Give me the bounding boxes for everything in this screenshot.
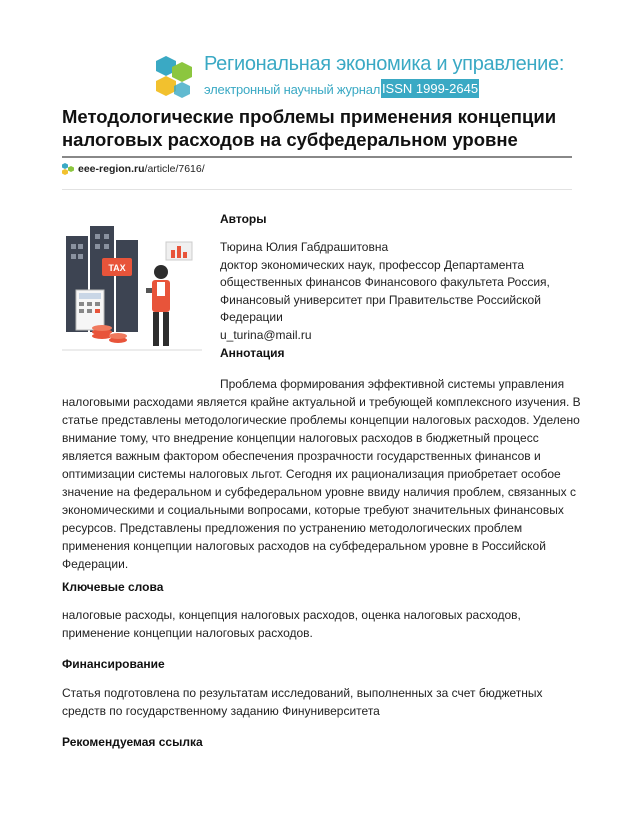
funding-heading: Финансирование xyxy=(62,657,165,671)
keywords-heading: Ключевые слова xyxy=(62,580,164,594)
title-divider xyxy=(62,156,572,158)
authors-heading: Авторы xyxy=(220,212,267,226)
tax-label: TAX xyxy=(108,263,126,273)
url-divider xyxy=(62,189,572,190)
journal-logo-icon xyxy=(152,54,196,98)
funding-text: Статья подготовлена по результатам исследований, выполненных за счет бюджетных средств по государственному заданию Финуниверситета xyxy=(62,686,543,718)
tax-illustration xyxy=(62,222,202,362)
author-position: доктор экономических наук, профессор Департамента общественных финансов Финансового факультета Россия, Финансовый университет при Правительстве Российской Федерации xyxy=(220,257,550,325)
author-email[interactable]: u_turina@mail.ru xyxy=(220,327,312,342)
journal-title: Региональная экономика и управление: xyxy=(204,53,565,75)
author-name: Тюрина Юлия Габдрашитовна xyxy=(220,240,389,254)
keywords-text: налоговые расходы, концепция налоговых расходов, оценка налоговых расходов, применение концепции налоговых расходов. xyxy=(62,608,521,640)
site-favicon-icon xyxy=(62,163,74,175)
article-title: Методологические проблемы применения концепции налоговых расходов на субфедеральном уровне xyxy=(62,106,557,150)
journal-subtitle: электронный научный журнал xyxy=(204,82,381,97)
citation-heading: Рекомендуемая ссылка xyxy=(62,735,203,749)
url-path: /article/7616/ xyxy=(144,163,205,175)
author-block xyxy=(220,239,580,345)
issn-badge: ISSN 1999-2645 xyxy=(381,81,479,96)
abstract-heading: Аннотация xyxy=(220,346,285,360)
abstract-text: Проблема формирования эффективной системы управления налоговыми расходами является крайне актуальной и требующей комплексного изучения. В статье представлены методологические проблемы концепции налоговых расходов. Уделено внимание тому, что внедрение концепции налоговых расходов в бюджетный процесс является важным фактором обеспечения прозрачности государственных финансов и оптимизации системы налоговых льгот. Сегодня их рационализация приобретает особое значение на федеральном и субфедеральном уровне ввиду наличия проблем, связанных с экономическими и социальными вопросами, которые требуют значительных финансовых ресурсов. Представлены предложения по устранению методологических проблем применения концепции налоговых расходов на субфедеральном уровне в Российской Федерации. xyxy=(62,377,581,571)
url-domain: eee-region.ru xyxy=(78,163,145,175)
article-url[interactable] xyxy=(62,163,205,175)
